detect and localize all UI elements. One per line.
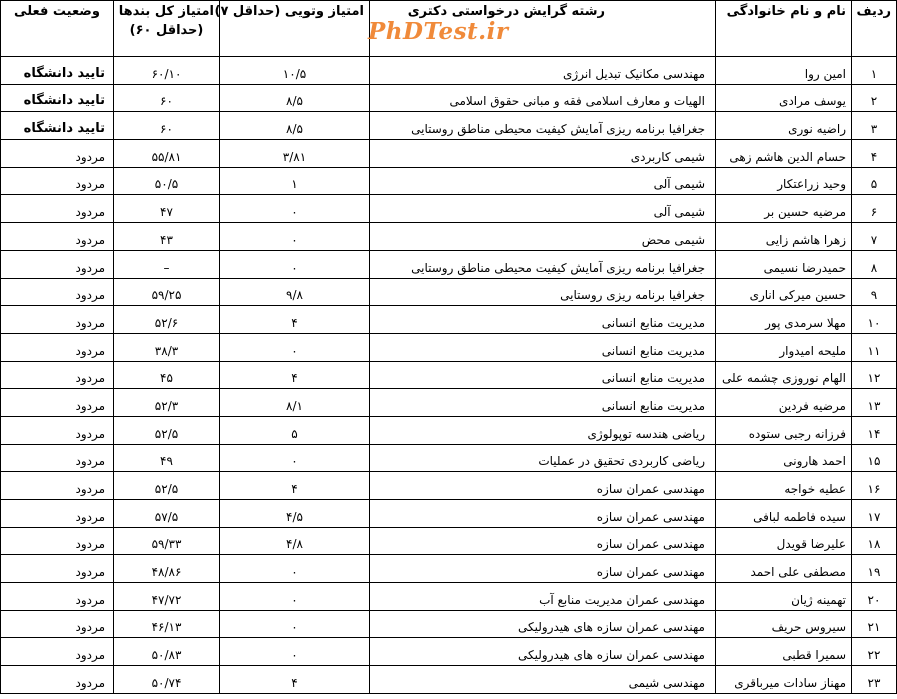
- row-interview-score: ۰: [220, 250, 370, 278]
- row-interview-score: ۱۰/۵: [220, 57, 370, 85]
- table-row: [1, 84, 897, 112]
- row-interview-score: ۰: [220, 638, 370, 666]
- table-body: [1, 57, 897, 694]
- header-name: نام و نام خانوادگی: [716, 1, 852, 57]
- row-name: احمد هارونی: [716, 444, 852, 472]
- row-status: مردود: [1, 195, 114, 223]
- table-row: [1, 389, 897, 417]
- row-field: مهندسی عمران سازه: [370, 527, 716, 555]
- row-interview-score: ۴: [220, 666, 370, 694]
- row-name: مهلا سرمدی پور: [716, 306, 852, 334]
- row-status: مردود: [1, 583, 114, 611]
- row-interview-score: ۰: [220, 195, 370, 223]
- row-total-score: ۵۰/۷۴: [114, 666, 220, 694]
- row-name: حسام الدین هاشم زهی: [716, 140, 852, 168]
- row-name: مرضیه فردین: [716, 389, 852, 417]
- row-total-score: ۶۰/۱۰: [114, 57, 220, 85]
- row-status: مردود: [1, 444, 114, 472]
- row-index: ۴: [852, 140, 897, 168]
- row-total-score: ۴۵: [114, 361, 220, 389]
- row-name: وحید زراعتکار: [716, 167, 852, 195]
- row-name: سیروس حریف: [716, 610, 852, 638]
- row-status: مردود: [1, 250, 114, 278]
- row-field: مهندسی عمران سازه های هیدرولیکی: [370, 610, 716, 638]
- table-row: [1, 500, 897, 528]
- table-row: [1, 306, 897, 334]
- table-row: [1, 416, 897, 444]
- row-index: ۷: [852, 223, 897, 251]
- row-name: مصطفی علی احمد: [716, 555, 852, 583]
- header-interview: امتیاز وتویی (حداقل ۷): [220, 1, 370, 57]
- row-field: جغرافیا برنامه ریزی روستایی: [370, 278, 716, 306]
- row-status: مردود: [1, 638, 114, 666]
- row-index: ۱۴: [852, 416, 897, 444]
- row-status: تایید دانشگاه: [1, 112, 114, 140]
- row-name: عطیه خواجه: [716, 472, 852, 500]
- row-interview-score: ۴: [220, 306, 370, 334]
- row-status: مردود: [1, 610, 114, 638]
- row-field: مهندسی عمران سازه: [370, 500, 716, 528]
- row-field: مهندسی عمران سازه های هیدرولیکی: [370, 638, 716, 666]
- row-total-score: ۵۰/۵: [114, 167, 220, 195]
- row-total-score: ۵۹/۳۳: [114, 527, 220, 555]
- row-status: مردود: [1, 666, 114, 694]
- row-interview-score: ۴/۸: [220, 527, 370, 555]
- row-total-score: ۵۵/۸۱: [114, 140, 220, 168]
- row-field: ریاضی هندسه توپولوژی: [370, 416, 716, 444]
- table-row: [1, 555, 897, 583]
- row-interview-score: ۰: [220, 610, 370, 638]
- table-row: [1, 638, 897, 666]
- table-row: [1, 167, 897, 195]
- table-row: [1, 333, 897, 361]
- row-status: مردود: [1, 500, 114, 528]
- row-index: ۹: [852, 278, 897, 306]
- table-row: [1, 140, 897, 168]
- row-total-score: –: [114, 250, 220, 278]
- row-total-score: ۴۷: [114, 195, 220, 223]
- row-index: ۱۳: [852, 389, 897, 417]
- header-total: [114, 1, 220, 57]
- row-interview-score: ۳/۸۱: [220, 140, 370, 168]
- row-total-score: ۵۲/۵: [114, 416, 220, 444]
- row-status: مردود: [1, 555, 114, 583]
- row-total-score: ۶۰: [114, 84, 220, 112]
- row-field: ریاضی کاربردی تحقیق در عملیات: [370, 444, 716, 472]
- table-row: [1, 112, 897, 140]
- row-name: سمیرا قطبی: [716, 638, 852, 666]
- table-row: [1, 666, 897, 694]
- row-name: راضیه نوری: [716, 112, 852, 140]
- row-field: مهندسی شیمی: [370, 666, 716, 694]
- row-status: مردود: [1, 389, 114, 417]
- row-index: ۲۲: [852, 638, 897, 666]
- row-name: الهام نوروزی چشمه علی: [716, 361, 852, 389]
- table-row: [1, 527, 897, 555]
- table-row: [1, 195, 897, 223]
- row-field: جغرافیا برنامه ریزی آمایش کیفیت محیطی مناطق روستایی: [370, 250, 716, 278]
- row-name: حمیدرضا نسیمی: [716, 250, 852, 278]
- row-total-score: ۵۰/۸۳: [114, 638, 220, 666]
- row-name: تهمینه ژیان: [716, 583, 852, 611]
- row-status: مردود: [1, 361, 114, 389]
- row-index: ۳: [852, 112, 897, 140]
- row-field: مدیریت منابع انسانی: [370, 361, 716, 389]
- row-index: ۲۳: [852, 666, 897, 694]
- row-interview-score: ۸/۵: [220, 112, 370, 140]
- row-field: مدیریت منابع انسانی: [370, 306, 716, 334]
- row-name: ملیحه امیدوار: [716, 333, 852, 361]
- row-status: مردود: [1, 278, 114, 306]
- row-interview-score: ۴/۵: [220, 500, 370, 528]
- header-field-label: رشته گرایش درخواستی دکتری: [407, 4, 605, 19]
- row-field: الهیات و معارف اسلامی فقه و مبانی حقوق اسلامی: [370, 84, 716, 112]
- table-row: [1, 583, 897, 611]
- row-index: ۱: [852, 57, 897, 85]
- table-row: [1, 223, 897, 251]
- row-total-score: ۵۷/۵: [114, 500, 220, 528]
- row-index: ۱۲: [852, 361, 897, 389]
- row-index: ۱۱: [852, 333, 897, 361]
- row-total-score: ۴۶/۱۳: [114, 610, 220, 638]
- table-row: [1, 610, 897, 638]
- row-name: فرزانه رجبی ستوده: [716, 416, 852, 444]
- row-index: ۲: [852, 84, 897, 112]
- row-status: مردود: [1, 306, 114, 334]
- row-interview-score: ۰: [220, 555, 370, 583]
- row-total-score: ۶۰: [114, 112, 220, 140]
- row-total-score: ۵۲/۵: [114, 472, 220, 500]
- row-interview-score: ۰: [220, 223, 370, 251]
- row-index: ۱۹: [852, 555, 897, 583]
- row-status: مردود: [1, 416, 114, 444]
- row-index: ۸: [852, 250, 897, 278]
- row-field: مهندسی مکانیک تبدیل انرژی: [370, 57, 716, 85]
- header-total-line1: امتیاز کل بندها: [118, 4, 214, 19]
- row-index: ۱۰: [852, 306, 897, 334]
- row-field: شیمی آلی: [370, 167, 716, 195]
- row-index: ۱۷: [852, 500, 897, 528]
- row-total-score: ۵۹/۲۵: [114, 278, 220, 306]
- row-name: امین روا: [716, 57, 852, 85]
- row-total-score: ۵۲/۳: [114, 389, 220, 417]
- row-total-score: ۴۹: [114, 444, 220, 472]
- row-name: یوسف مرادی: [716, 84, 852, 112]
- row-field: جغرافیا برنامه ریزی آمایش کیفیت محیطی مناطق روستایی: [370, 112, 716, 140]
- row-index: ۲۰: [852, 583, 897, 611]
- row-field: شیمی محض: [370, 223, 716, 251]
- table-row: [1, 250, 897, 278]
- row-interview-score: ۱: [220, 167, 370, 195]
- row-field: مهندسی عمران سازه: [370, 555, 716, 583]
- row-name: مرضیه حسین بر: [716, 195, 852, 223]
- header-total-line2: (حداقل ۶۰): [129, 23, 204, 38]
- row-total-score: ۵۲/۶: [114, 306, 220, 334]
- row-field: مدیریت منابع انسانی: [370, 333, 716, 361]
- row-name: مهناز سادات میرباقری: [716, 666, 852, 694]
- row-index: ۱۸: [852, 527, 897, 555]
- row-status: مردود: [1, 167, 114, 195]
- row-total-score: ۴۷/۷۲: [114, 583, 220, 611]
- row-index: ۱۶: [852, 472, 897, 500]
- row-total-score: ۴۳: [114, 223, 220, 251]
- row-name: زهرا هاشم زایی: [716, 223, 852, 251]
- table-row: [1, 361, 897, 389]
- row-status: مردود: [1, 472, 114, 500]
- watermark: PhDTest.ir: [368, 18, 509, 45]
- row-field: شیمی کاربردی: [370, 140, 716, 168]
- table-row: [1, 57, 897, 85]
- row-field: مهندسی عمران سازه: [370, 472, 716, 500]
- row-field: مهندسی عمران مدیریت منابع آب: [370, 583, 716, 611]
- row-total-score: ۴۸/۸۶: [114, 555, 220, 583]
- row-status: تایید دانشگاه: [1, 84, 114, 112]
- row-interview-score: ۰: [220, 333, 370, 361]
- row-field: مدیریت منابع انسانی: [370, 389, 716, 417]
- row-interview-score: ۸/۵: [220, 84, 370, 112]
- row-index: ۱۵: [852, 444, 897, 472]
- table-row: [1, 444, 897, 472]
- row-interview-score: ۴: [220, 472, 370, 500]
- table-row: [1, 472, 897, 500]
- row-status: تایید دانشگاه: [1, 57, 114, 85]
- row-interview-score: ۰: [220, 583, 370, 611]
- header-index: ردیف: [852, 1, 897, 57]
- row-total-score: ۳۸/۳: [114, 333, 220, 361]
- row-index: ۵: [852, 167, 897, 195]
- row-status: مردود: [1, 140, 114, 168]
- row-status: مردود: [1, 223, 114, 251]
- table-row: [1, 278, 897, 306]
- row-interview-score: ۹/۸: [220, 278, 370, 306]
- row-name: علیرضا قویدل: [716, 527, 852, 555]
- row-name: سیده فاطمه لبافی: [716, 500, 852, 528]
- row-field: شیمی آلی: [370, 195, 716, 223]
- row-index: ۲۱: [852, 610, 897, 638]
- row-index: ۶: [852, 195, 897, 223]
- row-interview-score: ۴: [220, 361, 370, 389]
- row-interview-score: ۰: [220, 444, 370, 472]
- row-interview-score: ۵: [220, 416, 370, 444]
- row-interview-score: ۸/۱: [220, 389, 370, 417]
- row-name: حسین میرکی اناری: [716, 278, 852, 306]
- header-status: وضعیت فعلی: [1, 1, 114, 57]
- row-status: مردود: [1, 527, 114, 555]
- row-status: مردود: [1, 333, 114, 361]
